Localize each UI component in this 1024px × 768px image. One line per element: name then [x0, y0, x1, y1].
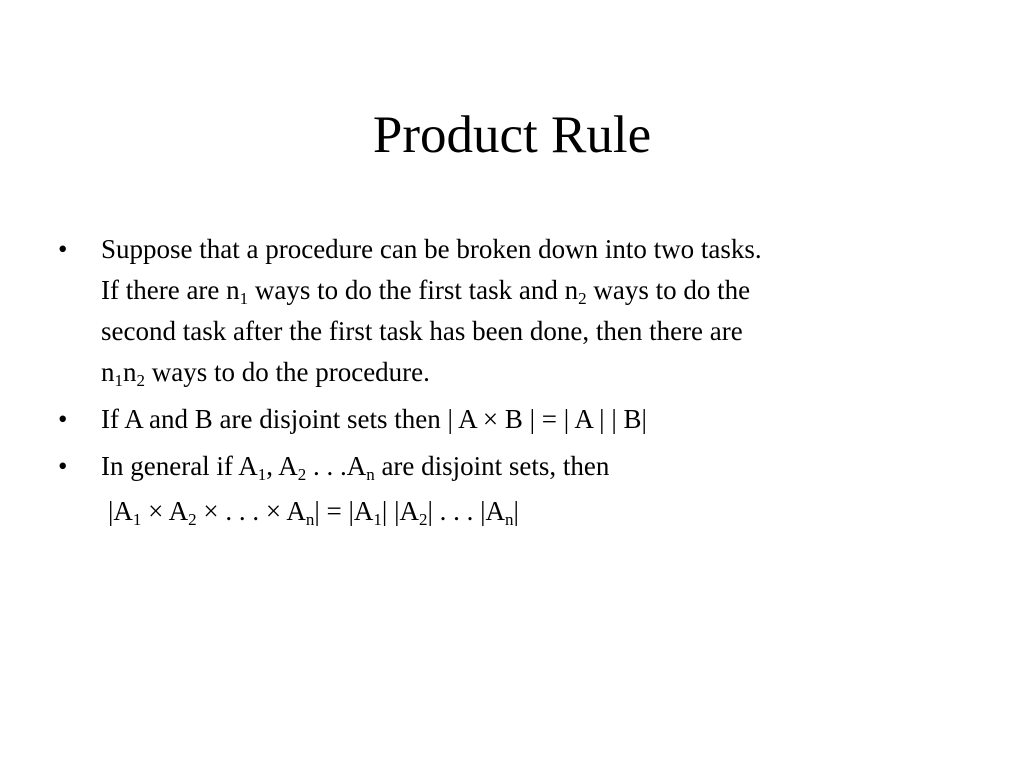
subscript: 2 [297, 465, 307, 484]
bullet-dot: • [58, 451, 68, 481]
bullet-item-disjoint-sets [58, 399, 978, 440]
bullet-line [101, 399, 978, 440]
text-run: | |A [381, 496, 419, 526]
text-run: | = |A [314, 496, 374, 526]
text-run: |A [108, 496, 133, 526]
bullet-line [101, 270, 978, 311]
text-run: × . . . × A [196, 496, 306, 526]
subscript: n [505, 510, 514, 529]
text-run: n [123, 357, 137, 387]
subscript: 1 [373, 510, 382, 529]
bullet-text [101, 399, 978, 440]
text-run: Suppose that a procedure can be broken down into two tasks. [101, 234, 762, 264]
text-run: If there are n [101, 275, 240, 305]
bullet-dot: • [58, 404, 68, 434]
bullet-line [101, 352, 978, 393]
bullet-line [101, 446, 978, 487]
subscript: n [366, 465, 375, 484]
bullet-text [101, 446, 978, 487]
subscript: 2 [136, 371, 145, 390]
general-formula [58, 491, 978, 532]
bullet-item-product-rule [58, 229, 978, 393]
bullet-dot: • [58, 234, 68, 264]
text-run: × A [141, 496, 189, 526]
bullet-list [58, 229, 978, 532]
subscript: 1 [132, 510, 142, 529]
subscript: 1 [257, 465, 267, 484]
text-run: are disjoint sets, then [374, 451, 610, 481]
text-run: n [101, 357, 115, 387]
text-run: | . . . |A [427, 496, 506, 526]
text-run: ways to do the [586, 275, 751, 305]
text-run: , A [266, 451, 298, 481]
subscript: 2 [418, 510, 428, 529]
text-run: If A and B are disjoint sets then | A × B | = | A | | B| [101, 404, 647, 434]
text-run: In general if A [101, 451, 258, 481]
subscript: 2 [578, 289, 587, 308]
text-run: ways to do the procedure. [145, 357, 430, 387]
subscript: 1 [114, 371, 123, 390]
slide-title: Product Rule [372, 106, 652, 164]
bullet-item-general-case [58, 446, 978, 487]
bullet-line [101, 229, 978, 270]
subscript: 1 [239, 289, 249, 308]
text-run: | [513, 496, 519, 526]
text-run: second task after the first task has been done, then there are [101, 316, 743, 346]
subscript: 2 [188, 510, 197, 529]
text-run: ways to do the first task and n [248, 275, 579, 305]
bullet-line [101, 311, 978, 352]
bullet-text [101, 229, 978, 393]
subscript: n [305, 510, 315, 529]
text-run: . . .A [306, 451, 367, 481]
